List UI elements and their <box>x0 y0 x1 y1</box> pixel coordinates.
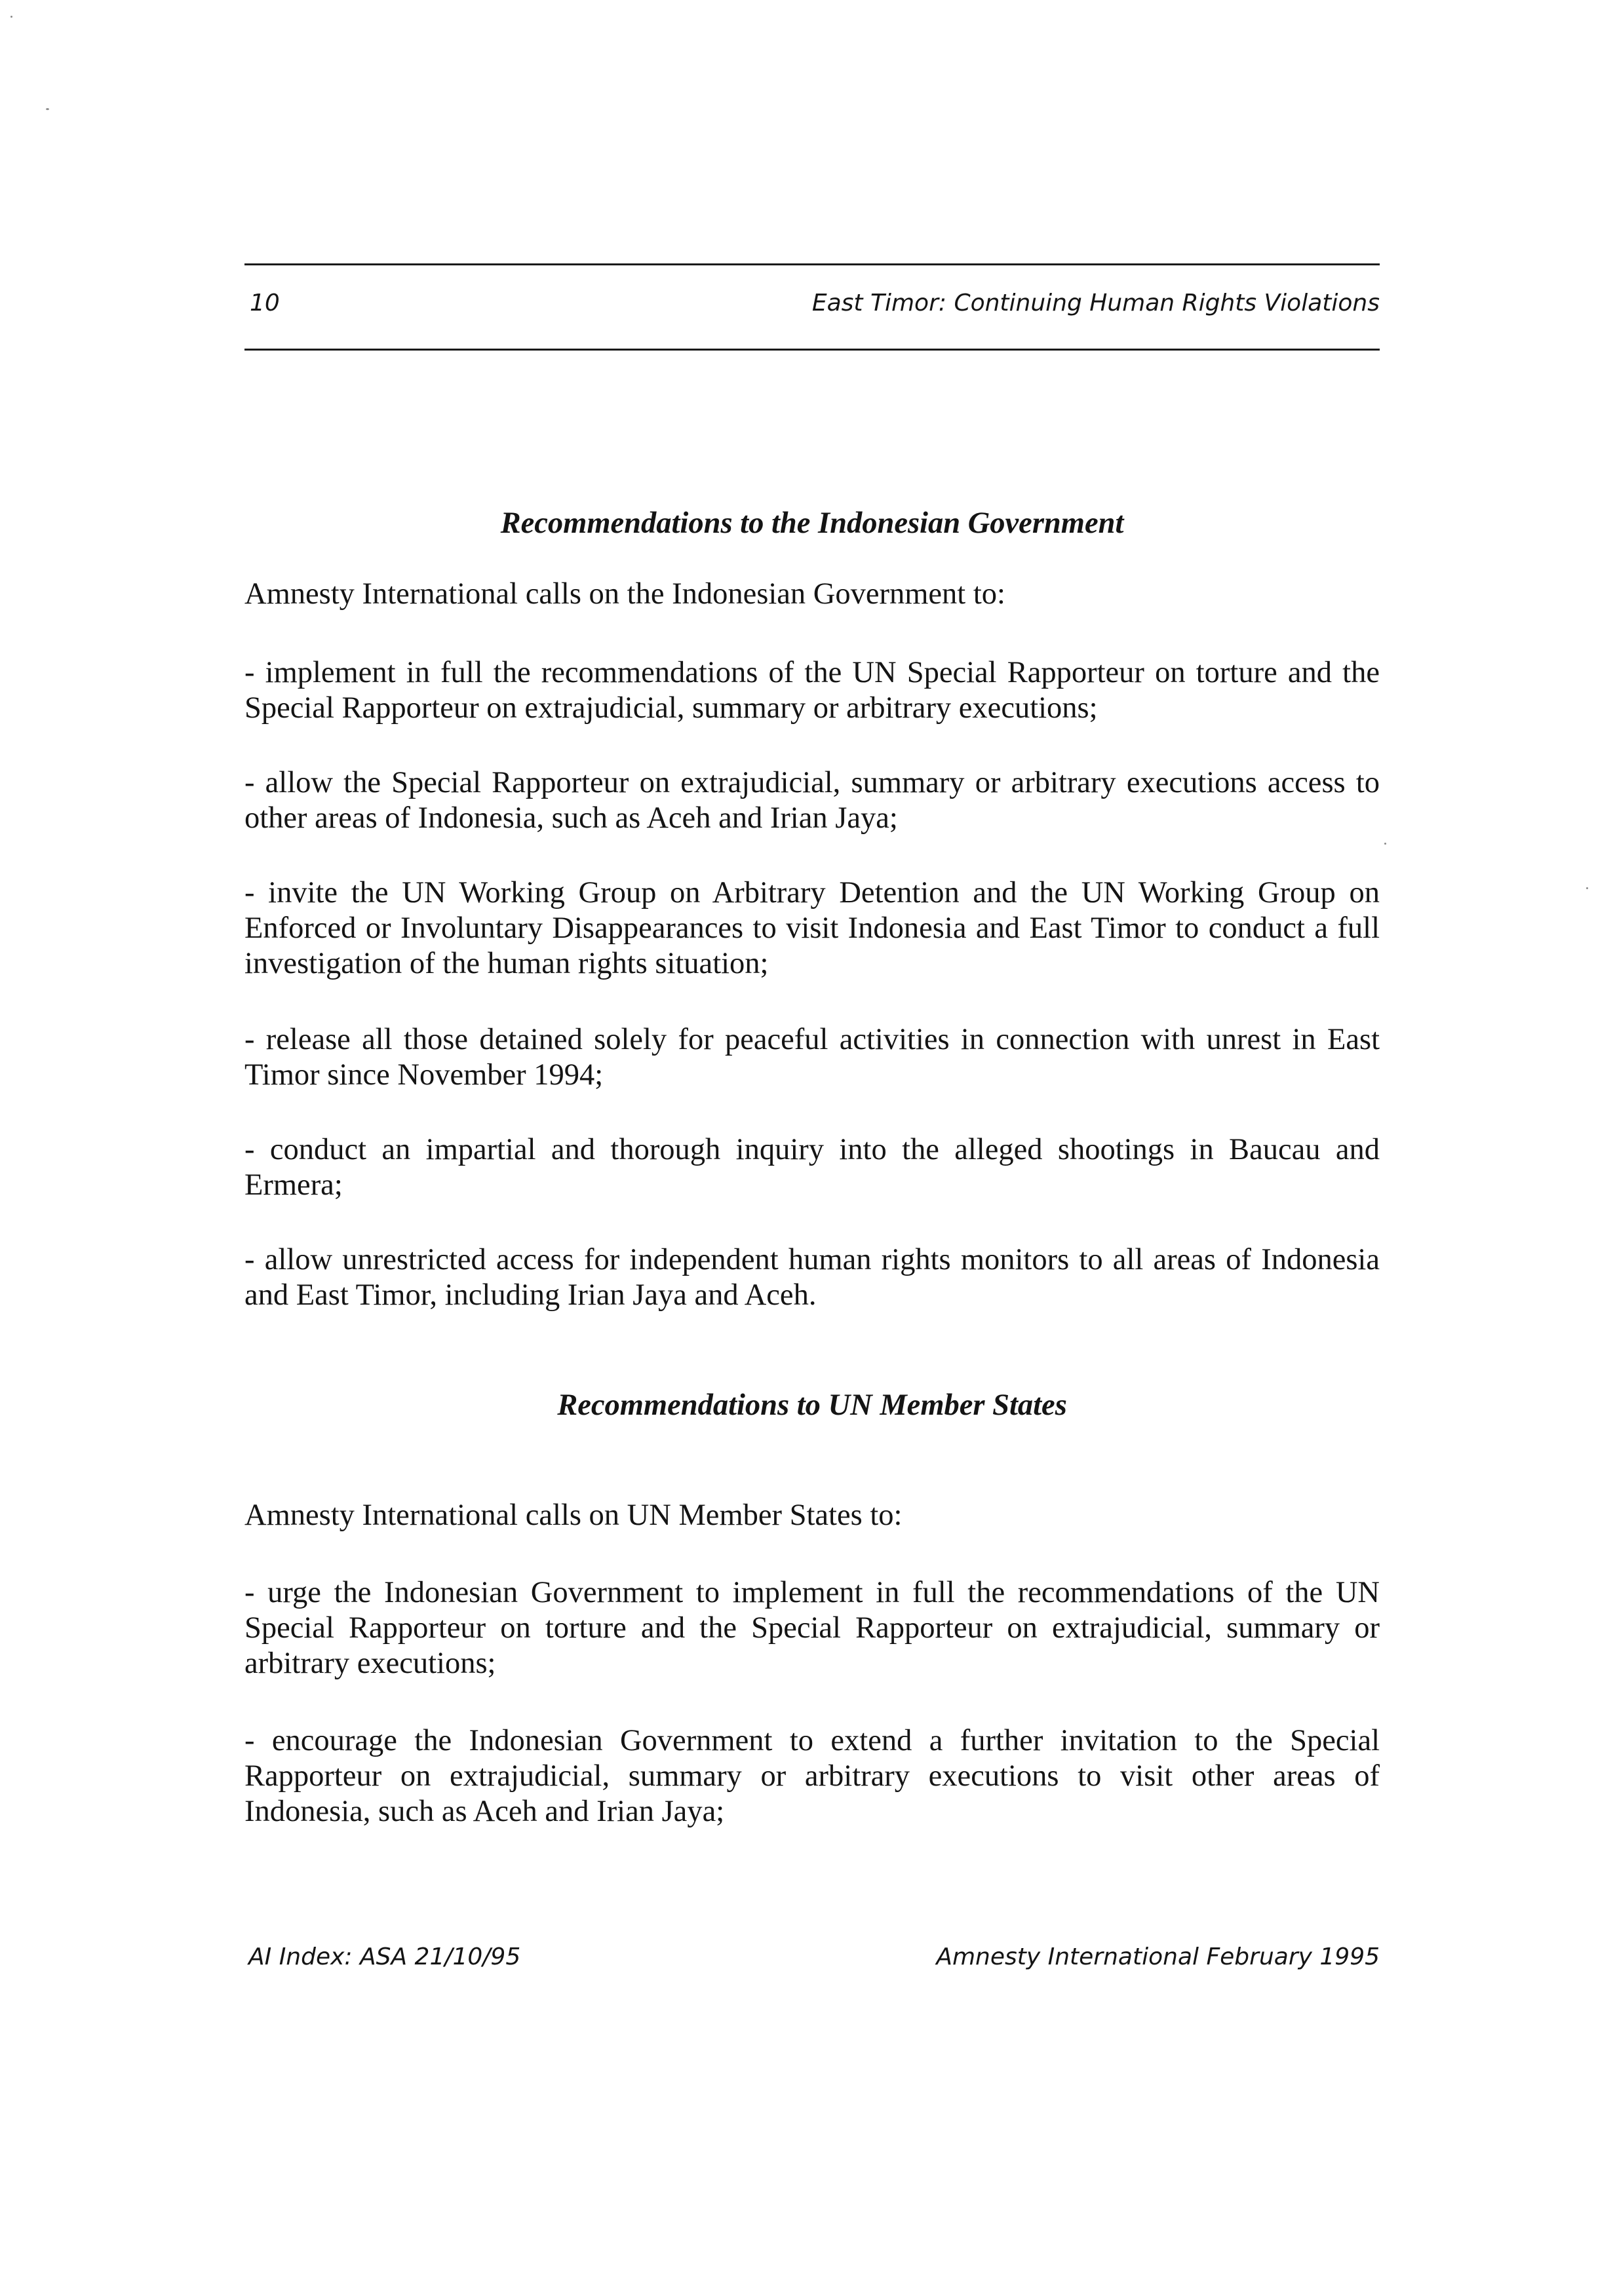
intro-paragraph: Amnesty International calls on the Indonesian Government to: <box>244 577 1005 611</box>
ai-index: AI Index: ASA 21/10/95 <box>248 1943 521 1970</box>
running-title: East Timor: Continuing Human Rights Violations <box>811 290 1380 316</box>
header-rule-bottom <box>244 349 1380 351</box>
recommendation-text: - urge the Indonesian Government to implement in full the recommendations of the UN Special Rapporteur on torture and the Special Rapporteur on extrajudicial, summary or arbitrary executions; <box>244 1576 1380 1680</box>
recommendation-text: - conduct an impartial and thorough inquiry into the alleged shootings in Baucau and Ermera; <box>244 1133 1380 1202</box>
recommendation-text: - allow unrestricted access for independent human rights monitors to all areas of Indonesia and East Timor, including Irian Jaya and Aceh. <box>244 1243 1380 1312</box>
recommendation-text: - encourage the Indonesian Government to extend a further invitation to the Special Rapporteur on extrajudicial, summary or arbitrary executions to visit other areas of Indonesia, such as Aceh and Irian Jaya; <box>244 1724 1380 1828</box>
recommendation-text: - allow the Special Rapporteur on extrajudicial, summary or arbitrary executions access to other areas of Indonesia, such as Aceh and Irian Jaya; <box>244 766 1380 835</box>
section-heading-indonesian-government: Recommendations to the Indonesian Government <box>500 507 1124 540</box>
scan-speck <box>10 16 12 18</box>
recommendation-item <box>244 1575 1380 1681</box>
recommendation-item <box>244 1132 1380 1203</box>
recommendation-item <box>244 875 1380 982</box>
recommendation-text: - release all those detained solely for peaceful activities in connection with unrest in East Timor since November 1994; <box>244 1023 1380 1092</box>
header-rule-top <box>244 263 1380 265</box>
recommendation-item <box>244 1242 1380 1313</box>
publisher-date: Amnesty International February 1995 <box>936 1943 1380 1970</box>
recommendation-item <box>244 1022 1380 1093</box>
recommendation-text: - implement in full the recommendations of the UN Special Rapporteur on torture and the Special Rapporteur on extrajudicial, summary or arbitrary executions; <box>244 656 1380 725</box>
recommendation-text: - invite the UN Working Group on Arbitrary Detention and the UN Working Group on Enforced or Involuntary Disappearances to visit Indonesia and East Timor to conduct a full investigation of the human rights situation; <box>244 876 1380 980</box>
scan-speck <box>1384 843 1386 845</box>
scan-speck <box>1586 887 1588 889</box>
recommendation-item <box>244 655 1380 726</box>
scan-speck <box>46 108 49 110</box>
recommendation-item <box>244 765 1380 836</box>
section-heading-un-member-states: Recommendations to UN Member States <box>557 1388 1067 1422</box>
page-number: 10 <box>250 290 280 316</box>
section-intro <box>244 577 1380 612</box>
intro-paragraph: Amnesty International calls on UN Member States to: <box>244 1499 903 1532</box>
recommendation-item <box>244 1723 1380 1829</box>
section-intro <box>244 1498 1380 1533</box>
